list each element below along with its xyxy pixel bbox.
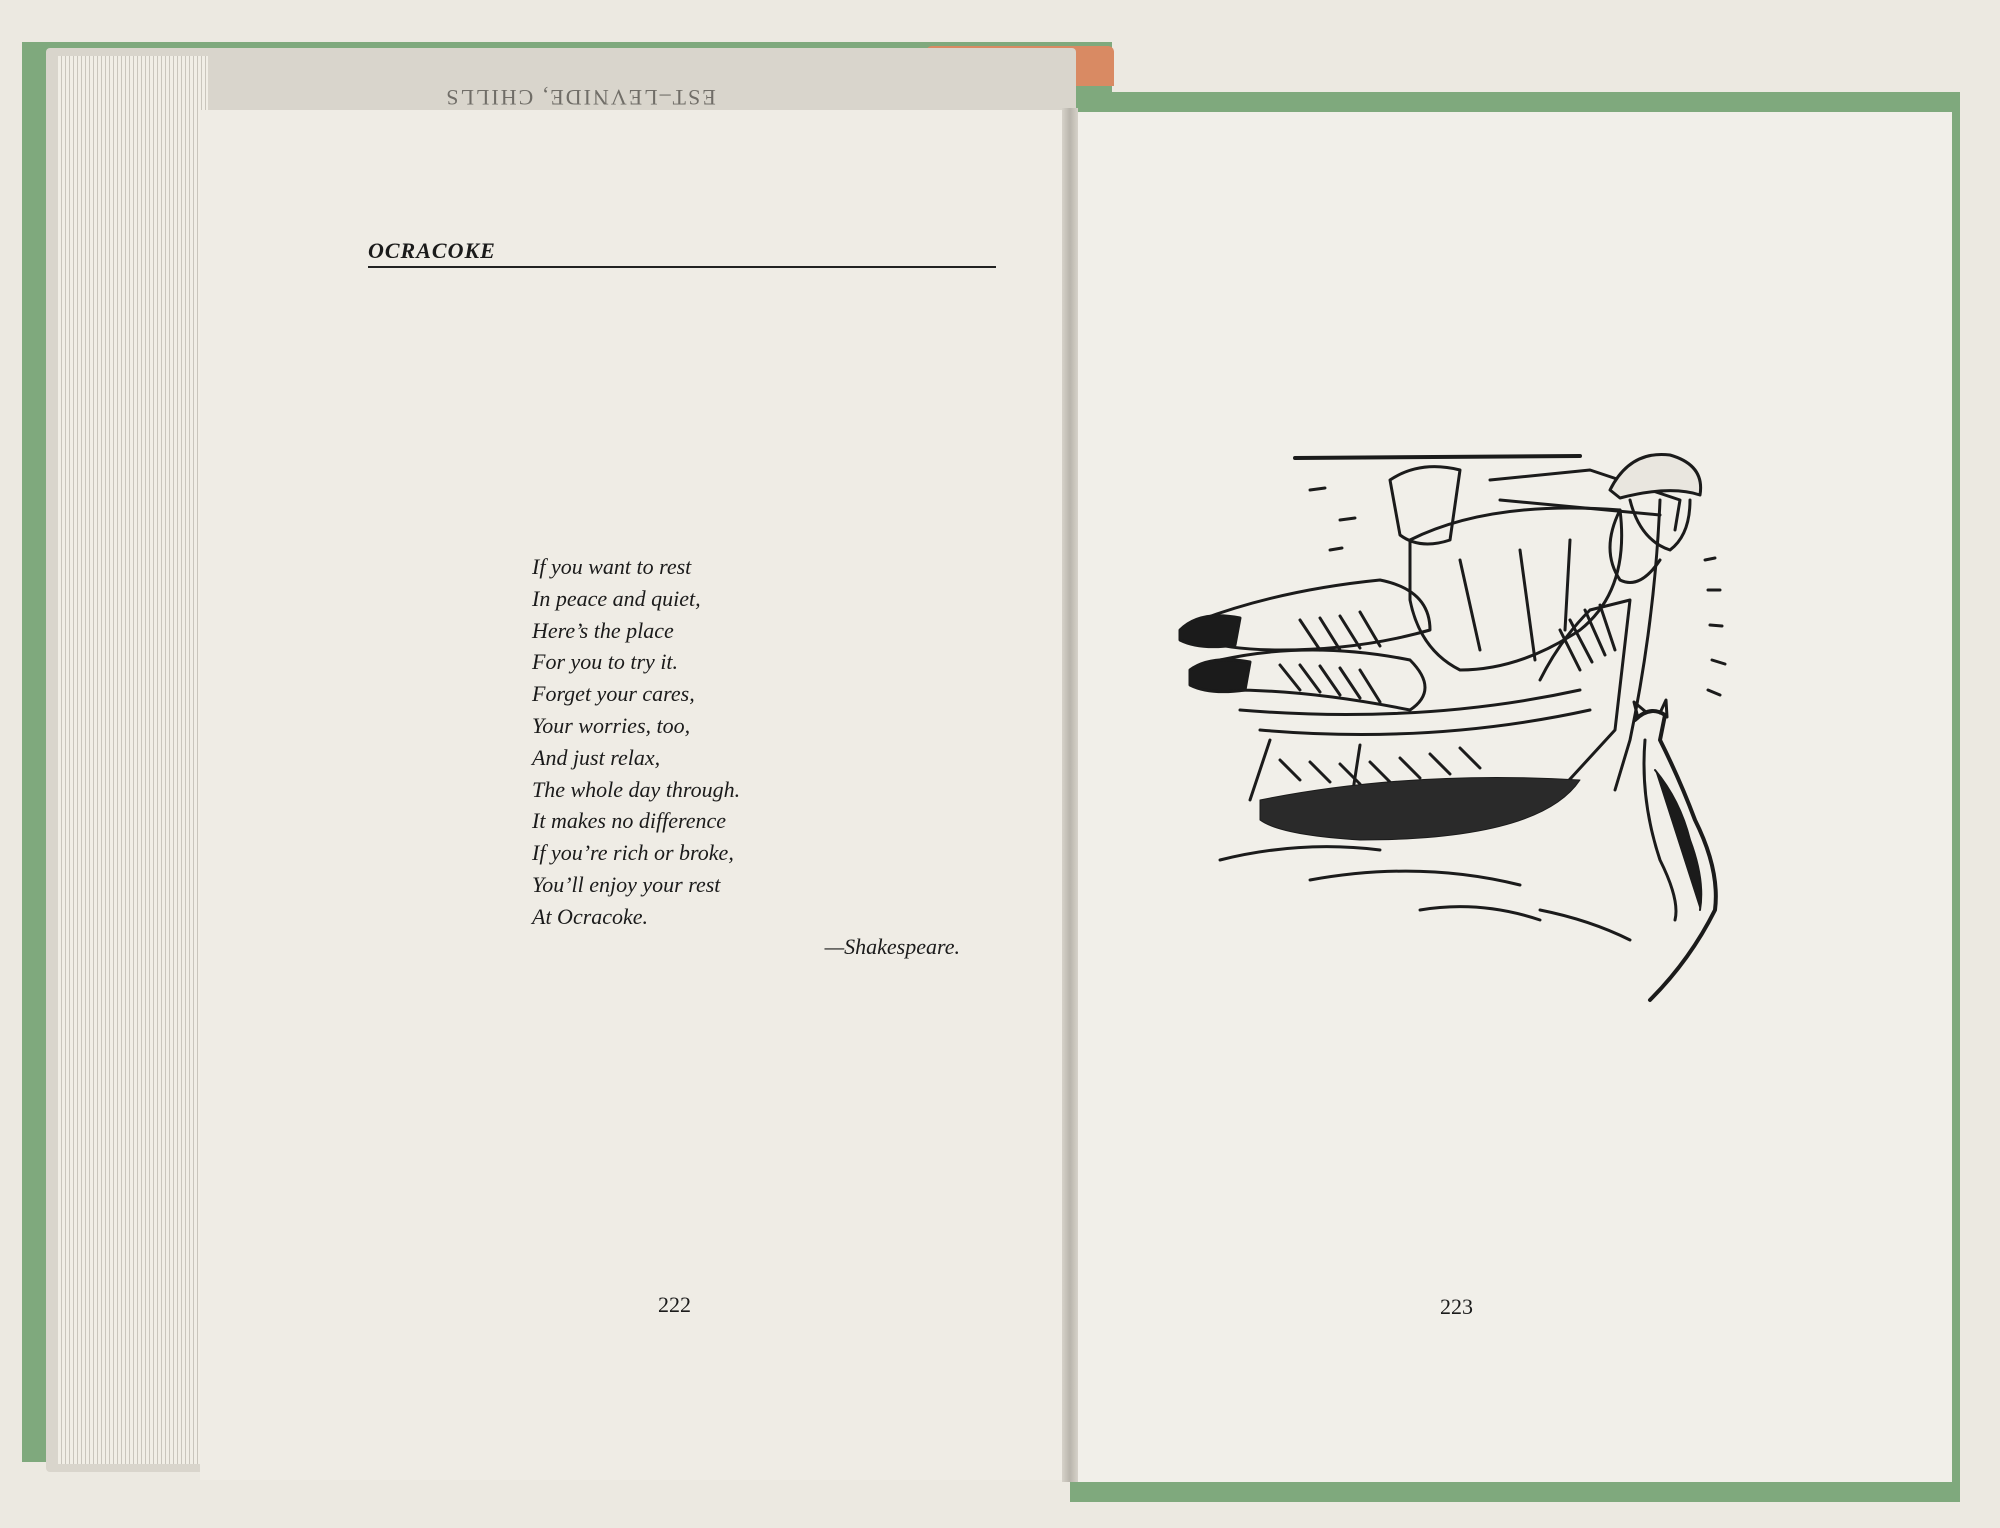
running-head: OCRACOKE: [368, 238, 996, 268]
page-number-right: 223: [1440, 1294, 1473, 1319]
poem-line: If you want to rest: [532, 554, 692, 579]
page-edges: [58, 56, 208, 1464]
book-gutter: [1062, 108, 1078, 1482]
poem-line: In peace and quiet,: [532, 585, 701, 611]
poem-line: At Ocracoke.: [532, 903, 649, 929]
poem-line: The whole day through.: [532, 776, 741, 802]
reclining-man-illustration: [1160, 440, 1760, 1030]
poem-line: Your worries, too,: [532, 712, 691, 738]
page-number-left: 222: [658, 1292, 691, 1317]
page-edge-stamp: EST–LEVNIDE, CHILLS: [444, 85, 716, 110]
poem-line: If you’re rich or broke,: [532, 840, 734, 866]
poem-line: It makes no difference: [532, 808, 727, 834]
poem: [532, 551, 972, 933]
poem-attribution: —Shakespeare.: [824, 934, 960, 959]
poem-line: Here’s the place: [532, 617, 674, 643]
poem-line: Forget your cares,: [532, 681, 695, 707]
poem-line: And just relax,: [532, 744, 661, 770]
poem-line: For you to try it.: [532, 649, 679, 675]
poem-line: You’ll enjoy your rest: [532, 871, 721, 897]
